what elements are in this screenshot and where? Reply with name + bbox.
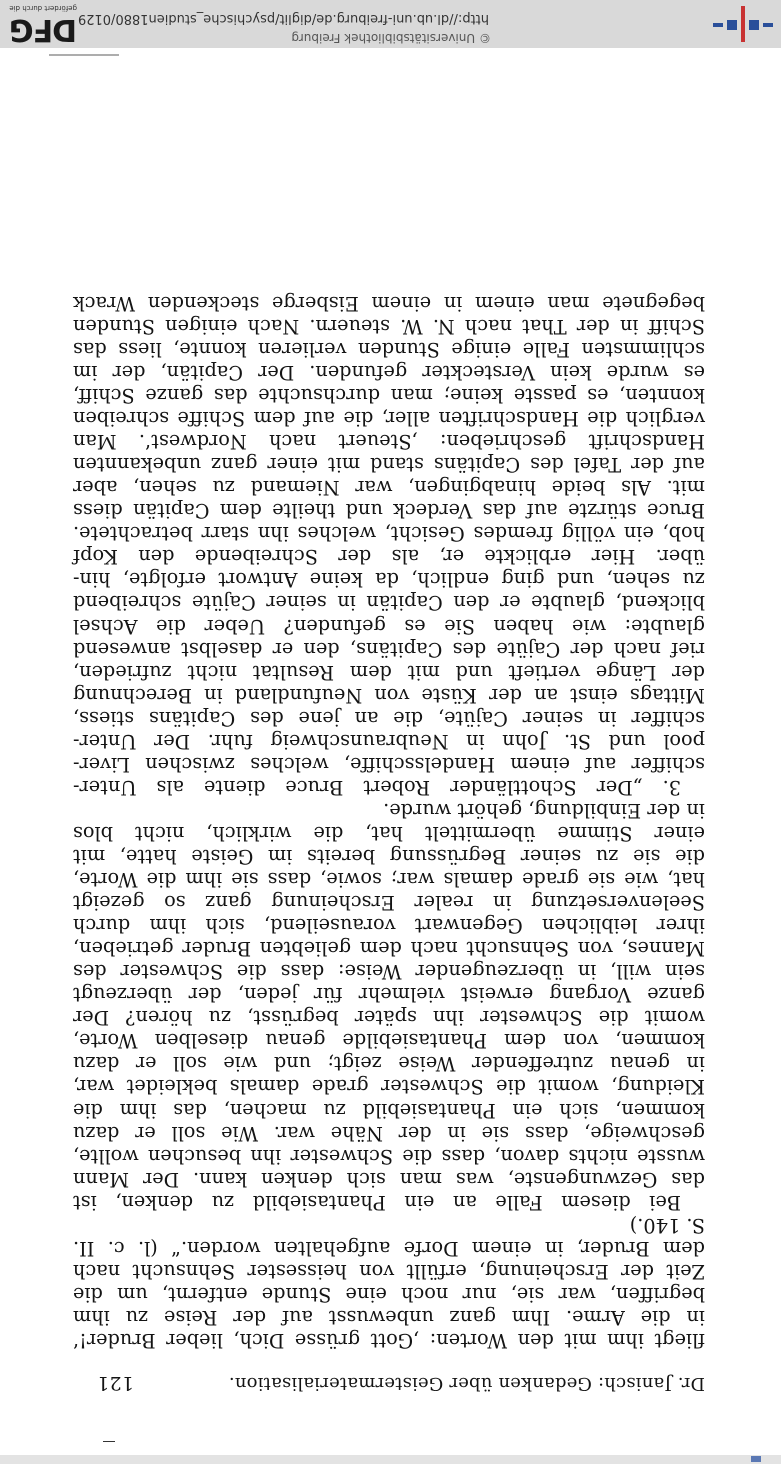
text-line: kommen, von dem Phantasiebilde genau dieselben Worte, [73,1029,705,1053]
text-line: Schiff in der That nach N. W. steuern. Nach einigen Stunden [73,314,705,338]
text-line: Bruce stürzte auf das Verdeck und theilte dem Capitän diess [73,499,705,523]
text-line: das Gezwungenste, was man sich denken kann. Der Mann [73,1167,705,1191]
text-line: womit die Schwester ihn später begrüsst, zu hören? Der [73,1006,705,1030]
text-line: blickend, glaubte er den Capitän in seiner Cajüte schreibend [73,591,705,615]
text-line: in der Einbildung, gehört wurde. [383,798,705,822]
text-line: kommen, sich ein Phantasiebild zu machen, das ihm die [73,1098,705,1122]
text-line: konnten, es passte keine; man durchsuchte das ganze Schiff, [73,384,705,408]
text-line: über. Hier erblickte er, als der Schreibende den Kopf [73,545,705,569]
text-line: 3. „Der Schottländer Robert Bruce diente als Unter- [73,775,681,799]
text-line: geschweige, dass sie in der Nähe war. Wie soll er dazu [73,1121,705,1145]
text-line: begriffen, war sie, nur noch eine Stunde entfernt, um die [73,1282,705,1306]
text-line: rief nach der Cajüte des Capitäns, den er daselbst anwesend [73,637,705,661]
text-line: der Länge vertieft und mit dem Resultat nicht zufrieden, [73,660,705,684]
text-line: dem Bruder, in einem Dorfe aufgehalten worden.“ (l. c. II. [73,1236,705,1260]
text-line: sein will, in überzeugender Weise: dass die Schwester des [73,960,705,984]
text-line: ganze Vorgang erweist vielmehr für jeden, der überzeugt [73,983,705,1007]
text-line: begegnete man einem in einem Eisberge steckenden Wrack [73,291,705,315]
text-line: schlimmsten Falle einige Stunden verlieren konnte, liess das [73,337,705,361]
text-line: Zeit der Erscheinung, erfüllt von heissester Sehnsucht nach [73,1259,705,1283]
text-line: Seelenversetzung in realer Erscheinung ganz so gezeigt [73,891,705,915]
text-line: verglich die Handschriften aller, die auf dem Schiffe schreiben [73,407,705,431]
running-head [73,1360,705,1394]
text-line: fliegt ihm mit den Worten: ‚Gott grüsse Dich, lieber Bruder!‘ [73,1329,705,1352]
viewer-top-strip [0,1455,781,1464]
text-line: in die Arme. Ihm ganz unbewusst auf der Reise zu ihm [73,1305,705,1329]
text-line: auf der Tafel des Capitäns stand mit einer ganz unbekannten [73,453,705,477]
copyright-text: © Universitätsbibliothek Freiburg [291,31,491,45]
text-line: einer Stimme übermittelt hat, die wirklich, nicht blos [73,821,705,845]
page-edge-rule [49,54,119,56]
permalink-url[interactable]: http://dl.ub.uni-freiburg.de/diglit/psychische_studien1880/0129 [77,11,489,26]
text-line: wusste nichts davon, dass die Schwester ihn besuchen wollte, [73,1144,705,1168]
text-line: in genau zutreffender Weise zeigt; und wie soll er dazu [73,1052,705,1076]
text-line: glaubte: wie haben Sie es gefunden? Ueber die Achsel [73,614,705,638]
book-page [73,292,705,1394]
body-text [73,292,705,1352]
text-line: mit. Als beide hinabgingen, war Niemand zu sehen, aber [73,476,705,500]
text-line: pool und St. John in Neubraunschweig fuhr. Der Unter- [73,729,705,753]
page-corner-rule [103,1441,115,1442]
text-line: S. 140.) [629,1213,705,1237]
text-line: es wurde kein Versteckter gefunden. Der Capitän, der im [73,361,705,385]
running-title: Dr. Janisch: Gedanken über Geistermaterialisation. [228,1373,705,1394]
text-line: Kleidung, womit die Schwester grade damals bekleidet war, [73,1075,705,1099]
university-library-logo-icon [713,6,773,42]
text-line: ihrer leiblichen Gegenwart vorauseilend, sich ihm durch [73,914,705,938]
text-line: hat, wie sie grade damals war; sowie, dass sie ihm die Worte, [73,868,705,892]
dfg-logo: DFG [9,12,77,47]
dfg-caption: gefördert durch die [9,4,77,12]
text-line: Bei diesem Falle an ein Phantasiebild zu denken, ist [73,1190,681,1214]
text-line: die sie zu seiner Begrüssung bereits im Geiste hatte, mit [73,845,705,869]
text-line: schiffer in seiner Cajüte, die an jene des Capitäns stiess, [73,706,705,730]
text-line: zu sehen, und ging endlich, da keine Antwort erfolgte, hin- [73,568,705,592]
text-line: Mittags einst an der Küste von Neufundland in Berechnung [73,683,705,707]
page-number: 121 [97,1372,134,1394]
text-line: Mannes, von Sehnsucht nach dem geliebten Bruder getrieben, [73,937,705,961]
text-line: hob, ein völlig fremdes Gesicht, welches ihn starr betrachtete. [73,522,705,546]
text-line: schiffer auf einem Handelsschiffe, welches zwischen Liver- [73,752,705,776]
text-line: Handschrift geschrieben: ‚Steuert nach Nordwest‘. Man [73,430,705,454]
viewer-marker-icon [751,1456,761,1462]
footer-bar [0,0,781,48]
